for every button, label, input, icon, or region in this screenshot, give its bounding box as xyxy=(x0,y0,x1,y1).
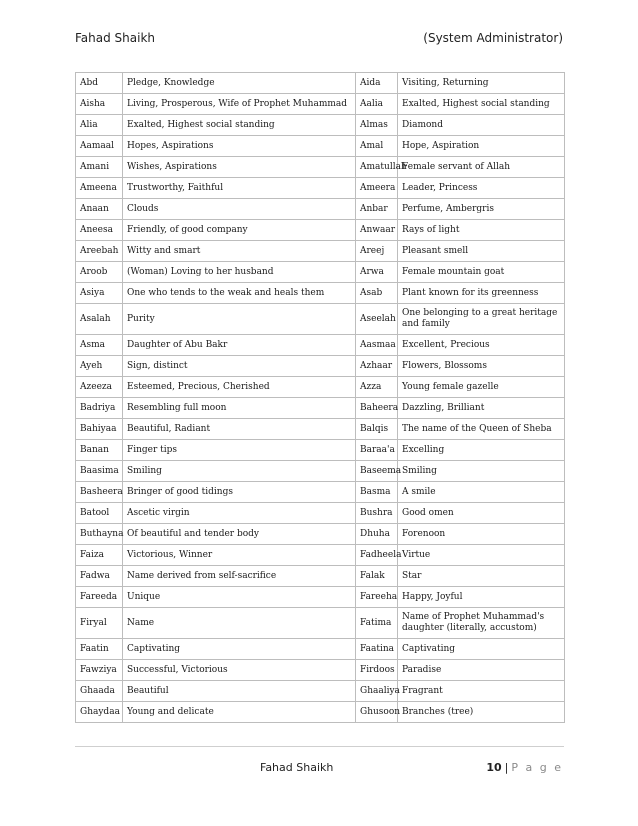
name-cell: Faatina xyxy=(356,639,398,660)
table-row xyxy=(76,73,565,94)
name-cell: Aisha xyxy=(76,94,123,115)
table-row xyxy=(76,283,565,304)
footer-divider xyxy=(75,746,564,747)
meaning-cell: Bringer of good tidings xyxy=(123,482,356,503)
name-cell: Firyal xyxy=(76,608,123,639)
name-cell: Asalah xyxy=(76,304,123,335)
name-cell: Baseema xyxy=(356,461,398,482)
meaning-cell: Smiling xyxy=(398,461,565,482)
meaning-cell: Witty and smart xyxy=(123,241,356,262)
meaning-cell: Branches (tree) xyxy=(398,702,565,723)
table-row xyxy=(76,377,565,398)
footer-author: Fahad Shaikh xyxy=(260,761,334,774)
table-row xyxy=(76,94,565,115)
meaning-cell: The name of the Queen of Sheba xyxy=(398,419,565,440)
meaning-cell: Good omen xyxy=(398,503,565,524)
name-cell: Anaan xyxy=(76,199,123,220)
meaning-cell: Daughter of Abu Bakr xyxy=(123,335,356,356)
meaning-cell: Name of Prophet Muhammad's daughter (literally, accustom) xyxy=(398,608,565,639)
meaning-cell: Esteemed, Precious, Cherished xyxy=(123,377,356,398)
name-cell: Amatullah xyxy=(356,157,398,178)
header-author: Fahad Shaikh xyxy=(75,31,156,45)
table-row xyxy=(76,482,565,503)
name-cell: Azeeza xyxy=(76,377,123,398)
meaning-cell: Living, Prosperous, Wife of Prophet Muhammad xyxy=(123,94,356,115)
meaning-cell: Trustworthy, Faithful xyxy=(123,178,356,199)
meaning-cell: Hopes, Aspirations xyxy=(123,136,356,157)
table-row xyxy=(76,335,565,356)
meaning-cell: Of beautiful and tender body xyxy=(123,524,356,545)
name-cell: Amani xyxy=(76,157,123,178)
meaning-cell: Star xyxy=(398,566,565,587)
table-row xyxy=(76,136,565,157)
meaning-cell: Name xyxy=(123,608,356,639)
name-cell: Faatin xyxy=(76,639,123,660)
table-row xyxy=(76,262,565,283)
page-number: 10 xyxy=(486,761,502,774)
name-cell: Balqis xyxy=(356,419,398,440)
page-separator: | xyxy=(504,761,509,774)
meaning-cell: Excellent, Precious xyxy=(398,335,565,356)
name-cell: Asiya xyxy=(76,283,123,304)
meaning-cell: Pleasant smell xyxy=(398,241,565,262)
meaning-cell: Exalted, Highest social standing xyxy=(398,94,565,115)
name-cell: Baasima xyxy=(76,461,123,482)
table-row xyxy=(76,398,565,419)
table-row xyxy=(76,220,565,241)
meaning-cell: One belonging to a great heritage and family xyxy=(398,304,565,335)
meaning-cell: Name derived from self-sacrifice xyxy=(123,566,356,587)
name-cell: Fareeda xyxy=(76,587,123,608)
name-cell: Azza xyxy=(356,377,398,398)
table-row xyxy=(76,304,565,335)
meaning-cell: One who tends to the weak and heals them xyxy=(123,283,356,304)
name-cell: Falak xyxy=(356,566,398,587)
table-row xyxy=(76,587,565,608)
name-cell: Firdoos xyxy=(356,660,398,681)
table-row xyxy=(76,115,565,136)
table-row xyxy=(76,639,565,660)
meaning-cell: Female mountain goat xyxy=(398,262,565,283)
name-cell: Anwaar xyxy=(356,220,398,241)
name-cell: Fadwa xyxy=(76,566,123,587)
table-row xyxy=(76,461,565,482)
meaning-cell: Diamond xyxy=(398,115,565,136)
name-cell: Asab xyxy=(356,283,398,304)
name-cell: Ghusoon xyxy=(356,702,398,723)
names-table xyxy=(75,72,565,723)
name-cell: Ayeh xyxy=(76,356,123,377)
name-cell: Fatima xyxy=(356,608,398,639)
name-cell: Baraa'a xyxy=(356,440,398,461)
meaning-cell: Hope, Aspiration xyxy=(398,136,565,157)
footer-page xyxy=(486,761,563,774)
table-row xyxy=(76,356,565,377)
name-cell: Batool xyxy=(76,503,123,524)
meaning-cell: Smiling xyxy=(123,461,356,482)
name-cell: Bahiyaa xyxy=(76,419,123,440)
name-cell: Buthayna xyxy=(76,524,123,545)
name-cell: Aalia xyxy=(356,94,398,115)
meaning-cell: Paradise xyxy=(398,660,565,681)
meaning-cell: Female servant of Allah xyxy=(398,157,565,178)
meaning-cell: Captivating xyxy=(398,639,565,660)
meaning-cell: Virtue xyxy=(398,545,565,566)
name-cell: Faiza xyxy=(76,545,123,566)
meaning-cell: A smile xyxy=(398,482,565,503)
name-cell: Aseelah xyxy=(356,304,398,335)
meaning-cell: Wishes, Aspirations xyxy=(123,157,356,178)
name-cell: Ghaydaa xyxy=(76,702,123,723)
meaning-cell: Rays of light xyxy=(398,220,565,241)
name-cell: Areej xyxy=(356,241,398,262)
name-cell: Abd xyxy=(76,73,123,94)
meaning-cell: Flowers, Blossoms xyxy=(398,356,565,377)
name-cell: Amal xyxy=(356,136,398,157)
table-row xyxy=(76,545,565,566)
meaning-cell: Finger tips xyxy=(123,440,356,461)
header-role: (System Administrator) xyxy=(423,31,563,45)
name-cell: Basheera xyxy=(76,482,123,503)
meaning-cell: Victorious, Winner xyxy=(123,545,356,566)
name-cell: Ameera xyxy=(356,178,398,199)
meaning-cell: Captivating xyxy=(123,639,356,660)
meaning-cell: Young and delicate xyxy=(123,702,356,723)
meaning-cell: Excelling xyxy=(398,440,565,461)
name-cell: Badriya xyxy=(76,398,123,419)
meaning-cell: Beautiful, Radiant xyxy=(123,419,356,440)
name-cell: Alia xyxy=(76,115,123,136)
meaning-cell: Successful, Victorious xyxy=(123,660,356,681)
table-row xyxy=(76,178,565,199)
name-cell: Azhaar xyxy=(356,356,398,377)
name-cell: Fareeha xyxy=(356,587,398,608)
table-row xyxy=(76,524,565,545)
meaning-cell: Fragrant xyxy=(398,681,565,702)
table-row xyxy=(76,660,565,681)
page-label: P a g e xyxy=(511,761,563,774)
name-cell: Fawziya xyxy=(76,660,123,681)
meaning-cell: Leader, Princess xyxy=(398,178,565,199)
meaning-cell: Purity xyxy=(123,304,356,335)
meaning-cell: Exalted, Highest social standing xyxy=(123,115,356,136)
table-row xyxy=(76,440,565,461)
meaning-cell: Clouds xyxy=(123,199,356,220)
name-cell: Ghaada xyxy=(76,681,123,702)
name-cell: Almas xyxy=(356,115,398,136)
name-cell: Aneesa xyxy=(76,220,123,241)
name-cell: Bushra xyxy=(356,503,398,524)
meaning-cell: Happy, Joyful xyxy=(398,587,565,608)
meaning-cell: Visiting, Returning xyxy=(398,73,565,94)
name-cell: Areebah xyxy=(76,241,123,262)
table-row xyxy=(76,702,565,723)
name-cell: Aroob xyxy=(76,262,123,283)
name-cell: Aida xyxy=(356,73,398,94)
meaning-cell: (Woman) Loving to her husband xyxy=(123,262,356,283)
meaning-cell: Dazzling, Brilliant xyxy=(398,398,565,419)
meaning-cell: Perfume, Ambergris xyxy=(398,199,565,220)
meaning-cell: Unique xyxy=(123,587,356,608)
name-cell: Dhuha xyxy=(356,524,398,545)
name-cell: Baheera xyxy=(356,398,398,419)
name-cell: Banan xyxy=(76,440,123,461)
name-cell: Aasmaa xyxy=(356,335,398,356)
name-cell: Asma xyxy=(76,335,123,356)
meaning-cell: Friendly, of good company xyxy=(123,220,356,241)
name-cell: Aamaal xyxy=(76,136,123,157)
meaning-cell: Resembling full moon xyxy=(123,398,356,419)
meaning-cell: Beautiful xyxy=(123,681,356,702)
meaning-cell: Pledge, Knowledge xyxy=(123,73,356,94)
meaning-cell: Ascetic virgin xyxy=(123,503,356,524)
name-cell: Ameena xyxy=(76,178,123,199)
table-row xyxy=(76,241,565,262)
table-row xyxy=(76,566,565,587)
table-row xyxy=(76,199,565,220)
meaning-cell: Plant known for its greenness xyxy=(398,283,565,304)
table-row xyxy=(76,419,565,440)
meaning-cell: Sign, distinct xyxy=(123,356,356,377)
name-cell: Ghaaliya xyxy=(356,681,398,702)
name-cell: Basma xyxy=(356,482,398,503)
table-row xyxy=(76,608,565,639)
name-cell: Anbar xyxy=(356,199,398,220)
table-row xyxy=(76,503,565,524)
meaning-cell: Young female gazelle xyxy=(398,377,565,398)
name-cell: Arwa xyxy=(356,262,398,283)
meaning-cell: Forenoon xyxy=(398,524,565,545)
name-cell: Fadheela xyxy=(356,545,398,566)
table-row xyxy=(76,157,565,178)
table-row xyxy=(76,681,565,702)
